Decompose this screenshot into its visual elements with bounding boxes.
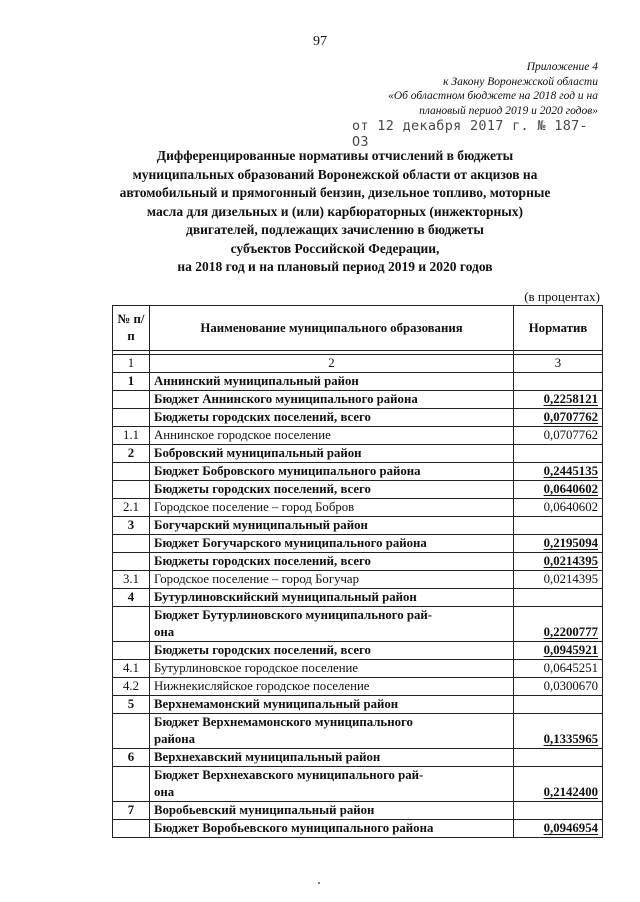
row-number (113, 409, 150, 427)
table-row (113, 767, 603, 802)
row-number (113, 642, 150, 660)
municipality-name: Бюджет Воробьевского муниципального района (150, 820, 514, 838)
row-number: 4 (113, 589, 150, 607)
column-number-row (113, 355, 603, 373)
municipality-name: Бюджеты городских поселений, всего (150, 553, 514, 571)
appendix-line: плановый период 2019 и 2020 годов» (419, 104, 598, 117)
title-line: на 2018 год и на плановый период 2019 и 2020 годов (177, 259, 493, 274)
row-number: 5 (113, 696, 150, 714)
norm-value: 0,2195094 (514, 535, 603, 553)
norm-value: 0,2200777 (514, 607, 603, 642)
title-line: двигателей, подлежащих зачислению в бюджеты (186, 222, 484, 237)
municipality-name: Бутурлиновскийский муниципальный район (150, 589, 514, 607)
table-row (113, 409, 603, 427)
municipality-name: Аннинское городское поселение (150, 427, 514, 445)
municipality-name: Бюджет Верхнехавского муниципального рай- она (150, 767, 514, 802)
municipality-name: Нижнекисляйское городское поселение (150, 678, 514, 696)
row-number: 4.2 (113, 678, 150, 696)
table-row (113, 802, 603, 820)
units-note: (в процентах) (524, 289, 600, 304)
municipality-name: Богучарский муниципальный район (150, 517, 514, 535)
document-title (110, 147, 560, 277)
row-number (113, 391, 150, 409)
row-number: 1 (113, 373, 150, 391)
municipality-name: Аннинский муниципальный район (150, 373, 514, 391)
row-number (113, 463, 150, 481)
row-number: 1.1 (113, 427, 150, 445)
municipality-name: Бюджеты городских поселений, всего (150, 481, 514, 499)
column-number: 3 (514, 355, 603, 373)
table-row (113, 481, 603, 499)
row-number: 6 (113, 749, 150, 767)
table-row (113, 553, 603, 571)
row-number (113, 714, 150, 749)
title-line: Дифференцированные нормативы отчислений в бюджеты (156, 148, 514, 163)
table-row (113, 642, 603, 660)
header-name: Наименование муниципального образования (150, 306, 514, 351)
table-row (113, 678, 603, 696)
law-date-stamp: от 12 декабря 2017 г. № 187-ОЗ (352, 118, 588, 150)
norm-value: 0,0640602 (514, 481, 603, 499)
table-row (113, 391, 603, 409)
table-row (113, 517, 603, 535)
appendix-line: «Об областном бюджете на 2018 год и на (388, 90, 598, 102)
norm-value: 0,0640602 (514, 499, 603, 517)
page-number: 97 (313, 34, 327, 49)
municipality-name: Верхнехавский муниципальный район (150, 749, 514, 767)
municipality-name: Бобровский муниципальный район (150, 445, 514, 463)
norm-value: 0,0707762 (514, 409, 603, 427)
municipality-name: Городское поселение – город Бобров (150, 499, 514, 517)
table-row (113, 714, 603, 749)
norm-value: 0,1335965 (514, 714, 603, 749)
municipality-name: Бюджет Верхнемамонского муниципального района (150, 714, 514, 749)
norm-value: 0,0946954 (514, 820, 603, 838)
norm-value: 0,0214395 (514, 571, 603, 589)
row-number: 7 (113, 802, 150, 820)
norms-table (112, 305, 603, 838)
table-row (113, 589, 603, 607)
column-number: 1 (113, 355, 150, 373)
norm-value (514, 517, 603, 535)
header-number: № п/п (113, 306, 150, 351)
table-row (113, 749, 603, 767)
municipality-name: Бюджеты городских поселений, всего (150, 409, 514, 427)
table-row (113, 463, 603, 481)
table-row (113, 696, 603, 714)
municipality-name: Бюджет Бутурлиновского муниципального рай- она (150, 607, 514, 642)
norm-value (514, 589, 603, 607)
municipality-name: Бюджет Бобровского муниципального района (150, 463, 514, 481)
municipality-name: Верхнемамонский муниципальный район (150, 696, 514, 714)
table-row (113, 499, 603, 517)
table-row (113, 607, 603, 642)
municipality-name: Бутурлиновское городское поселение (150, 660, 514, 678)
norm-value (514, 445, 603, 463)
norm-value: 0,0214395 (514, 553, 603, 571)
title-line: муниципальных образований Воронежской области от акцизов на (132, 166, 538, 182)
row-number: 2.1 (113, 499, 150, 517)
table-row (113, 660, 603, 678)
norm-value: 0,0945921 (514, 642, 603, 660)
norm-value: 0,2142400 (514, 767, 603, 802)
municipality-name: Бюджет Богучарского муниципального района (150, 535, 514, 553)
appendix-line: к Закону Воронежской области (443, 75, 598, 88)
row-number (113, 820, 150, 838)
table-row (113, 373, 603, 391)
norm-value (514, 373, 603, 391)
table-row (113, 535, 603, 553)
column-number: 2 (150, 355, 514, 373)
row-number (113, 553, 150, 571)
norm-value: 0,0707762 (514, 427, 603, 445)
municipality-name: Бюджет Аннинского муниципального района (150, 391, 514, 409)
title-line: масла для дизельных и (или) карбюраторных (инжекторных) (146, 203, 524, 219)
scan-speck (318, 882, 320, 884)
title-line: субъектов Российской Федерации, (230, 240, 440, 256)
row-number: 4.1 (113, 660, 150, 678)
table-row (113, 820, 603, 838)
table-row (113, 427, 603, 445)
norm-value (514, 802, 603, 820)
row-number (113, 767, 150, 802)
norm-value: 0,2258121 (514, 391, 603, 409)
row-number (113, 607, 150, 642)
row-number: 2 (113, 445, 150, 463)
municipality-name: Воробьевский муниципальный район (150, 802, 514, 820)
row-number: 3.1 (113, 571, 150, 589)
municipality-name: Бюджеты городских поселений, всего (150, 642, 514, 660)
norm-value (514, 696, 603, 714)
norm-value: 0,2445135 (514, 463, 603, 481)
row-number: 3 (113, 517, 150, 535)
appendix-line: Приложение 4 (526, 61, 598, 73)
header-value: Норматив (514, 306, 603, 351)
appendix-note (268, 60, 598, 118)
municipality-name: Городское поселение – город Богучар (150, 571, 514, 589)
table-header-row (113, 306, 603, 351)
norm-value: 0,0645251 (514, 660, 603, 678)
table-row (113, 445, 603, 463)
norm-value (514, 749, 603, 767)
norm-value: 0,0300670 (514, 678, 603, 696)
title-line: автомобильный и прямогонный бензин, дизельное топливо, моторные (119, 185, 551, 200)
row-number (113, 481, 150, 499)
table-row (113, 571, 603, 589)
row-number (113, 535, 150, 553)
